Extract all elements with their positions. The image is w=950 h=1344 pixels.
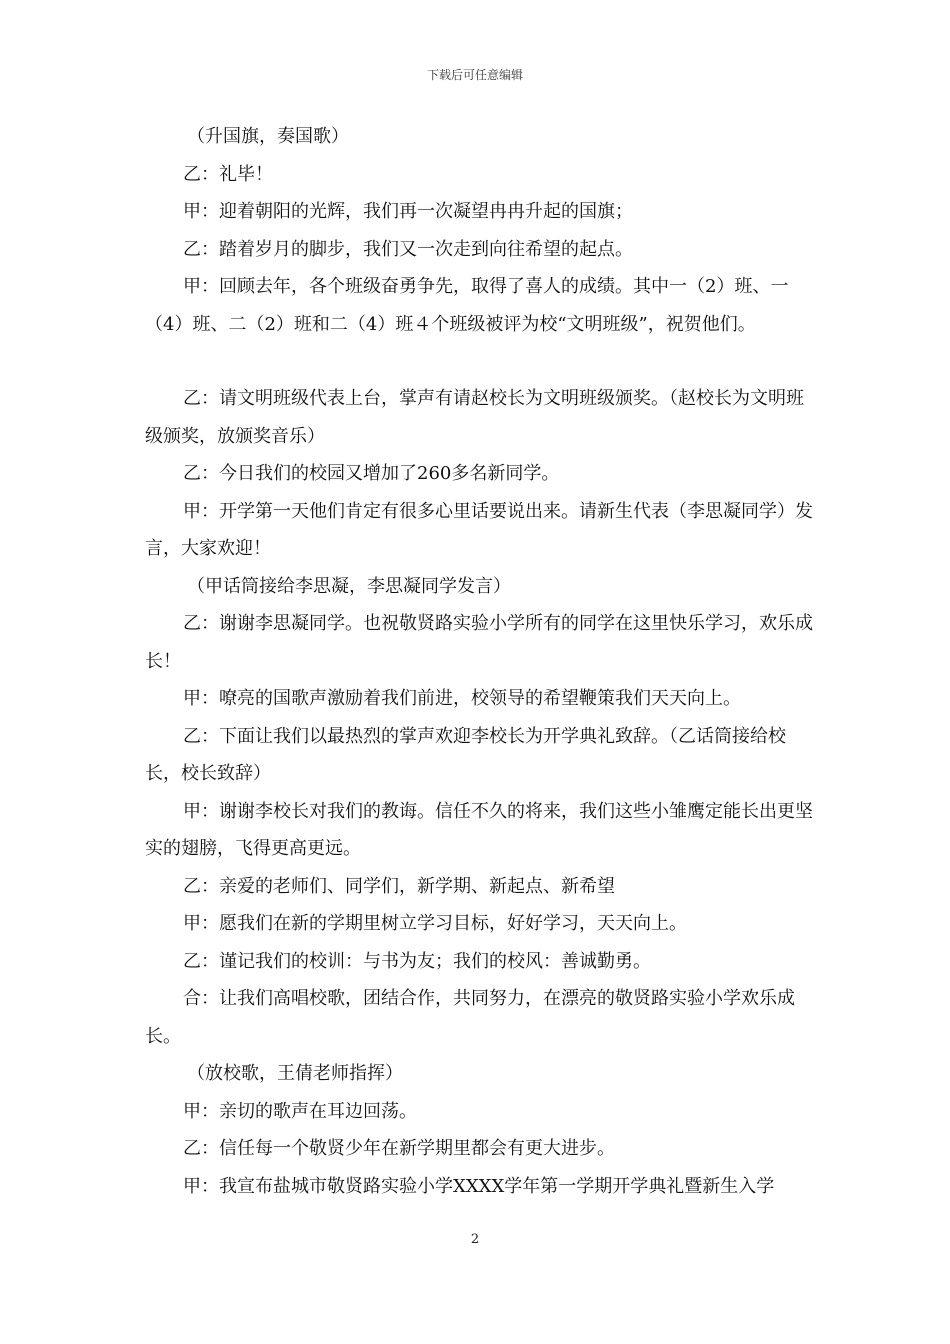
dialogue-line: 甲：亲切的歌声在耳边回荡。 bbox=[183, 1100, 417, 1122]
dialogue-line: 乙：谨记我们的校训：与书为友；我们的校风：善诚勤勇。 bbox=[183, 950, 651, 972]
dialogue-line: 甲：开学第一天他们肯定有很多心里话要说出来。请新生代表（李思凝同学）发言，大家欢迎！ bbox=[145, 500, 813, 559]
dialogue-line: 乙：谢谢李思凝同学。也祝敬贤路实验小学所有的同学在这里快乐学习，欢乐成长！ bbox=[145, 613, 813, 672]
dialogue-line: 乙：请文明班级代表上台，掌声有请赵校长为文明班级颁奖。（赵校长为文明班级颁奖，放颁奖音乐） bbox=[145, 388, 804, 447]
dialogue-line: 甲：愿我们在新的学期里树立学习目标，好好学习，天天向上。 bbox=[183, 913, 687, 934]
stage-direction: （升国旗，奏国歌） bbox=[187, 126, 349, 147]
document-body bbox=[145, 118, 820, 1205]
stage-direction: （甲话筒接给李思凝，李思凝同学发言） bbox=[187, 575, 511, 597]
dialogue-line: 甲：我宣布盐城市敬贤路实验小学XXXX学年第一学期开学典礼暨新生入学 bbox=[183, 1175, 775, 1197]
dialogue-line: 甲：谢谢李校长对我们的教诲。信任不久的将来，我们这些小雏鹰定能长出更坚实的翅膀，飞得更高更远。 bbox=[145, 800, 813, 859]
dialogue-line: 甲：嘹亮的国歌声激励着我们前进，校领导的希望鞭策我们天天向上。 bbox=[183, 688, 741, 709]
blank-line bbox=[145, 343, 820, 380]
dialogue-line: 乙：下面让我们以最热烈的掌声欢迎李校长为开学典礼致辞。（乙话筒接给校长，校长致辞） bbox=[145, 725, 786, 784]
dialogue-line: 合：让我们高唱校歌，团结合作，共同努力，在漂亮的敬贤路实验小学欢乐成长。 bbox=[145, 988, 795, 1047]
dialogue-line: 甲：回顾去年，各个班级奋勇争先，取得了喜人的成绩。其中一（2）班、一（4）班、二（2）班和二（4）班４个班级被评为校“文明班级”，祝贺他们。 bbox=[145, 276, 789, 335]
stage-direction: （放校歌，王倩老师指挥） bbox=[187, 1063, 403, 1084]
page-number: 2 bbox=[470, 1232, 480, 1247]
dialogue-line: 乙：今日我们的校园又增加了260多名新同学。 bbox=[183, 463, 560, 484]
dialogue-line: 乙：礼毕！ bbox=[183, 163, 273, 185]
dialogue-line: 乙：踏着岁月的脚步，我们又一次走到向往希望的起点。 bbox=[183, 238, 633, 260]
dialogue-line: 乙：信任每一个敬贤少年在新学期里都会有更大进步。 bbox=[183, 1138, 615, 1159]
dialogue-line: 乙：亲爱的老师们、同学们，新学期、新起点、新希望 bbox=[183, 875, 615, 897]
dialogue-line: 甲：迎着朝阳的光辉，我们再一次凝望冉冉升起的国旗； bbox=[183, 201, 633, 222]
page-header-note: 下载后可任意编辑 bbox=[426, 68, 523, 82]
